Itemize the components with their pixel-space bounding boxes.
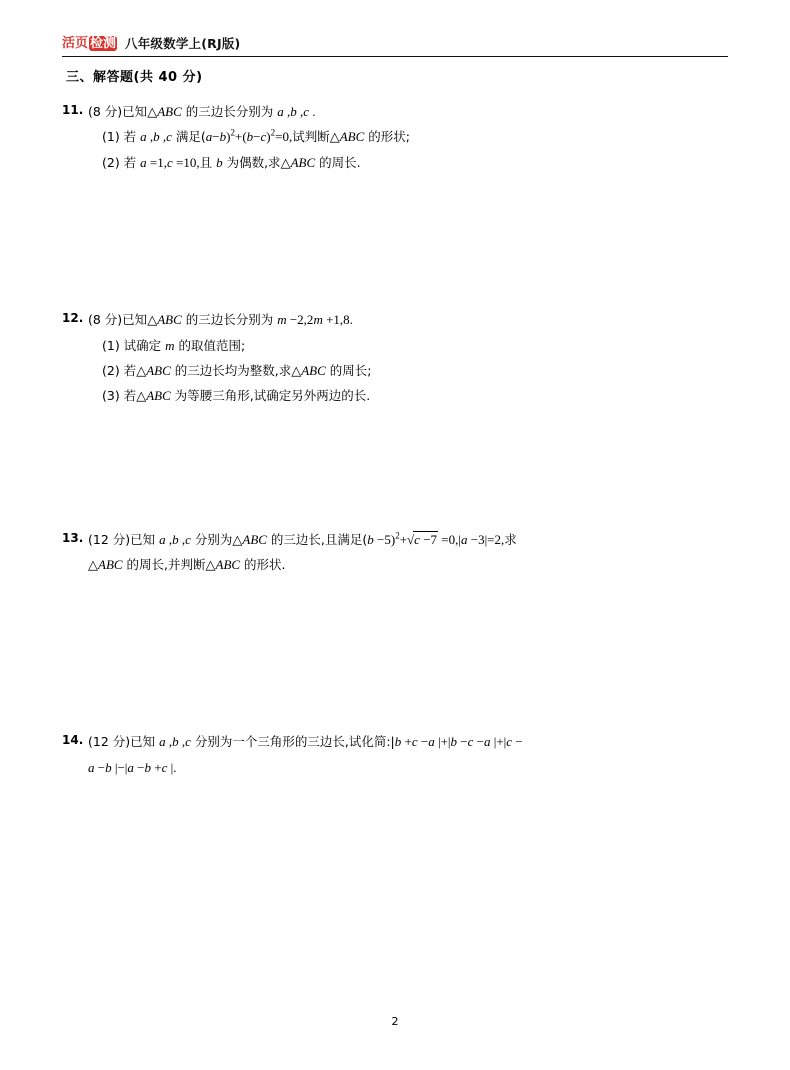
question-line: △ABC 的周长,并判断△ABC 的形状. xyxy=(88,557,286,572)
logo-text-primary: 活页 xyxy=(62,35,89,51)
page-header xyxy=(62,34,240,52)
question-13 xyxy=(62,527,728,578)
question-body xyxy=(88,307,728,409)
question-body xyxy=(88,99,728,175)
header-title: 八年级数学上(RJ版) xyxy=(125,36,241,51)
answer-space xyxy=(62,577,728,729)
question-body xyxy=(88,527,728,578)
logo-text-secondary: 检测 xyxy=(90,35,117,51)
question-line: (12 分)已知 a ,b ,c 分别为△ABC 的三边长,且满足$(b -5)^2+√c -7 =0,|a -3|=2$,求 xyxy=(88,530,517,547)
question-number: 11. xyxy=(62,103,84,117)
header-divider xyxy=(62,56,728,57)
section-title: 三、解答题(共 40 分) xyxy=(66,70,203,85)
question-line: (2) 若△ABC 的三边长均为整数,求△ABC 的周长; xyxy=(102,362,372,378)
question-line: (1) 若 a ,b ,c 满足$(a-b)^2+(b-c)^2=0$,试判断△ABC 的形状; xyxy=(102,128,410,145)
question-line: (8 分)已知△ABC 的三边长分别为 a ,b ,c . xyxy=(88,104,316,119)
question-line: (12 分)已知 a ,b ,c 分别为一个三角形的三边长,试化简:|b +c −a |+|b −c −a |+|c − xyxy=(88,734,523,750)
question-number: 13. xyxy=(62,530,84,545)
question-line: (1) 试确定 m 的取值范围; xyxy=(102,337,246,353)
question-line: (2) 若 a =1,c =10,且 b 为偶数,求△ABC 的周长. xyxy=(102,154,361,170)
question-number: 14. xyxy=(62,733,84,748)
question-11 xyxy=(62,99,728,175)
answer-space xyxy=(62,175,728,307)
question-line: a −b |−|a −b +c |. xyxy=(88,759,177,775)
question-14 xyxy=(62,729,728,780)
question-12 xyxy=(62,307,728,409)
question-number: 12. xyxy=(62,311,84,326)
publisher-logo xyxy=(62,36,117,51)
question-line: (3) 若△ABC 为等腰三角形,试确定另外两边的长. xyxy=(102,388,371,404)
question-body xyxy=(88,729,728,780)
question-line: (8 分)已知△ABC 的三边长分别为 m −2,2m +1,8. xyxy=(88,312,353,328)
answer-space xyxy=(62,409,728,527)
page-content xyxy=(62,66,728,780)
page-number: 2 xyxy=(391,1015,399,1028)
